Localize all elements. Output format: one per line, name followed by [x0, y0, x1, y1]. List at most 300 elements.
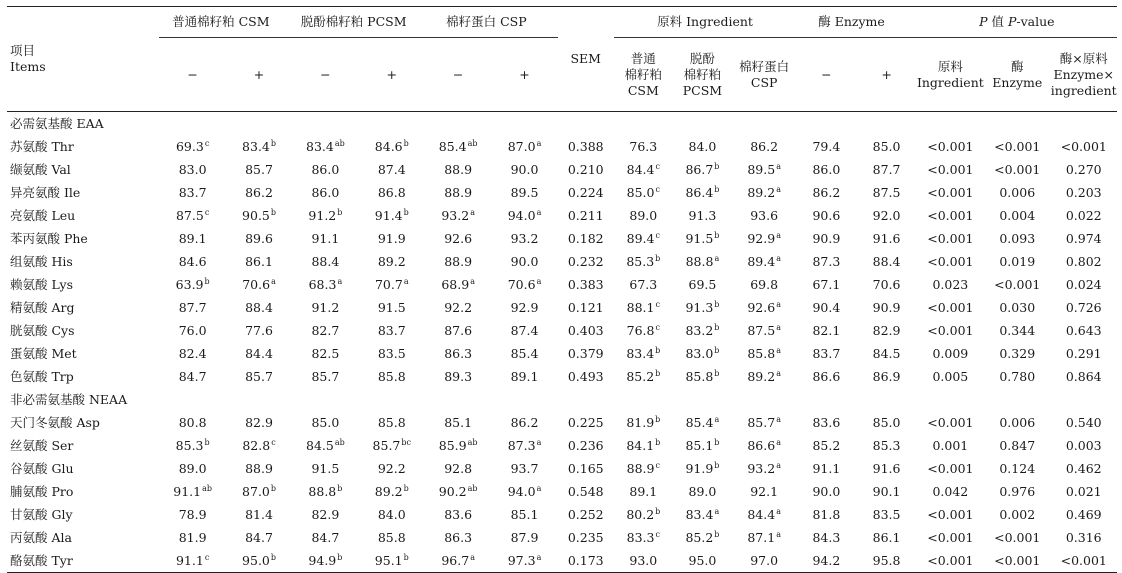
- significance-letter: b: [714, 299, 720, 309]
- cell-value: 85.2: [685, 529, 714, 545]
- table-cell: [614, 342, 673, 365]
- cell-value: 97.3: [507, 552, 536, 568]
- cell-value: 84.3: [812, 529, 841, 545]
- section-title: 非必需氨基酸 NEAA: [10, 391, 128, 407]
- cell-value: 63.9: [175, 276, 204, 292]
- table-cell: [984, 250, 1050, 273]
- table-cell: [673, 503, 732, 526]
- table-cell: [558, 457, 614, 480]
- row-label: 天门冬氨酸 Asp: [10, 414, 100, 430]
- table-cell: [292, 411, 358, 434]
- table-cell: [226, 549, 292, 573]
- cell-value: 0.021: [1065, 483, 1102, 499]
- cell-value: 0.006: [999, 184, 1036, 200]
- cell-value: 89.1: [629, 483, 658, 499]
- table-cell: [732, 250, 796, 273]
- cell-value: 90.5: [242, 207, 270, 223]
- table-row: [7, 526, 1117, 549]
- cell-value: 91.2: [308, 207, 337, 223]
- table-cell: [917, 480, 984, 503]
- significance-letter: c: [655, 230, 660, 240]
- cell-value: 0.643: [1065, 322, 1102, 338]
- cell-value: 83.3: [626, 529, 655, 545]
- cell-value: 82.8: [242, 437, 271, 453]
- significance-letter: ab: [334, 138, 345, 148]
- table-cell: [1050, 227, 1117, 250]
- cell-value: 91.3: [685, 299, 714, 315]
- table-cell: [491, 503, 557, 526]
- table-cell: [491, 181, 557, 204]
- significance-letter: a: [536, 207, 542, 217]
- significance-letter: a: [403, 276, 409, 286]
- items-label-en: Items: [10, 59, 46, 74]
- table-cell: [856, 457, 916, 480]
- cell-value: 86.2: [510, 414, 539, 430]
- table-cell: [226, 434, 292, 457]
- cell-value: 90.6: [812, 207, 841, 223]
- cell-value: 89.0: [688, 483, 717, 499]
- cell-value: 91.2: [311, 299, 340, 315]
- significance-letter: b: [714, 345, 720, 355]
- table-cell: [558, 181, 614, 204]
- significance-letter: b: [204, 437, 210, 447]
- cell-value: 0.225: [567, 414, 604, 430]
- table-cell: [159, 181, 225, 204]
- cell-value: 0.469: [1065, 506, 1102, 522]
- cell-value: 85.7: [245, 368, 273, 384]
- significance-letter: b: [714, 230, 720, 240]
- significance-letter: b: [204, 276, 210, 286]
- table-cell: [917, 526, 984, 549]
- cell-value: 84.7: [245, 529, 273, 545]
- table-cell: [614, 549, 673, 573]
- cell-value: <0.001: [927, 460, 974, 476]
- row-label: 异亮氨酸 Ile: [10, 184, 81, 200]
- table-cell: [732, 365, 796, 388]
- cell-value: 0.291: [1065, 345, 1102, 361]
- table-cell: [491, 411, 557, 434]
- table-cell: [226, 135, 292, 158]
- table-cell: [917, 250, 984, 273]
- table-cell: [1050, 204, 1117, 227]
- cell-value: 0.004: [999, 207, 1036, 223]
- cell-value: 0.780: [999, 368, 1036, 384]
- table-cell: [856, 319, 916, 342]
- table-cell: [292, 204, 358, 227]
- table-cell: [558, 526, 614, 549]
- cell-value: 91.5: [685, 230, 714, 246]
- significance-letter: b: [714, 184, 720, 194]
- table-row: [7, 181, 1117, 204]
- cell-value: 91.3: [688, 207, 717, 223]
- p-sub-enzyme: 酶 Enzyme: [992, 58, 1043, 90]
- cell-value: <0.001: [927, 506, 974, 522]
- pvalue-en: -value: [1016, 14, 1055, 29]
- cell-value: 0.211: [567, 207, 604, 223]
- table-cell: [491, 273, 557, 296]
- table-cell: [159, 204, 225, 227]
- cell-value: 0.210: [567, 161, 604, 177]
- table-cell: [292, 434, 358, 457]
- table-cell: [425, 411, 491, 434]
- table-cell: [917, 204, 984, 227]
- cell-value: 93.0: [629, 552, 658, 568]
- cell-value: 88.9: [444, 161, 473, 177]
- significance-letter: b: [714, 529, 720, 539]
- table-cell: [917, 319, 984, 342]
- table-cell: [292, 181, 358, 204]
- significance-letter: a: [776, 161, 781, 171]
- table-cell: [359, 434, 425, 457]
- cell-value: 93.2: [441, 207, 470, 223]
- significance-letter: b: [655, 368, 661, 378]
- cell-value: 76.3: [629, 138, 658, 154]
- significance-letter: b: [403, 207, 409, 217]
- table-cell: [917, 296, 984, 319]
- table-cell: [491, 204, 557, 227]
- row-label: 谷氨酸 Glu: [10, 460, 74, 476]
- cell-value: 80.2: [626, 506, 655, 522]
- cell-value: 0.344: [999, 322, 1036, 338]
- table-cell: [796, 457, 856, 480]
- cell-value: 0.403: [567, 322, 604, 338]
- table-cell: [558, 250, 614, 273]
- cell-value: <0.001: [1060, 138, 1107, 154]
- enzyme-minus: −: [821, 66, 832, 82]
- significance-letter: a: [776, 437, 781, 447]
- cell-value: 89.2: [377, 253, 406, 269]
- table-cell: [673, 273, 732, 296]
- cell-value: 89.3: [444, 368, 473, 384]
- cell-value: 70.7: [374, 276, 403, 292]
- table-cell: [558, 365, 614, 388]
- pvalue-italic2: P: [1007, 14, 1017, 29]
- cell-value: 89.2: [374, 483, 403, 499]
- cell-value: <0.001: [927, 207, 974, 223]
- table-cell: [984, 549, 1050, 573]
- cell-value: 0.329: [999, 345, 1036, 361]
- p-sub-ingredient: 原料 Ingredient: [916, 58, 984, 90]
- cell-value: 91.1: [311, 230, 340, 246]
- cell-value: 86.7: [685, 161, 714, 177]
- cell-value: 0.165: [567, 460, 604, 476]
- table-cell: [796, 135, 856, 158]
- cell-value: 88.9: [444, 184, 473, 200]
- significance-letter: a: [470, 276, 475, 286]
- cell-value: 85.0: [626, 184, 655, 200]
- table-cell: [856, 526, 916, 549]
- cell-value: 83.4: [685, 506, 714, 522]
- table-cell: [359, 457, 425, 480]
- table-cell: [558, 434, 614, 457]
- cell-value: 88.1: [626, 299, 655, 315]
- table-cell: [159, 457, 225, 480]
- significance-letter: a: [536, 552, 542, 562]
- cell-value: 0.802: [1065, 253, 1102, 269]
- cell-value: 0.022: [1065, 207, 1102, 223]
- table-row: [7, 296, 1117, 319]
- table-cell: [359, 227, 425, 250]
- significance-letter: a: [714, 253, 720, 263]
- table-cell: [614, 227, 673, 250]
- table-cell: [796, 296, 856, 319]
- table-cell: [796, 480, 856, 503]
- cell-value: 87.3: [812, 253, 841, 269]
- cell-value: 0.462: [1065, 460, 1102, 476]
- table-row: [7, 227, 1117, 250]
- table-cell: [856, 204, 916, 227]
- cell-value: 92.9: [747, 230, 776, 246]
- cell-value: 85.9: [438, 437, 467, 453]
- table-cell: [917, 135, 984, 158]
- table-cell: [558, 480, 614, 503]
- cell-value: <0.001: [994, 276, 1041, 292]
- row-label: 脯氨酸 Pro: [10, 483, 74, 499]
- significance-letter: a: [776, 414, 781, 424]
- table-cell: [856, 273, 916, 296]
- cell-value: 85.3: [626, 253, 655, 269]
- cell-value: 84.6: [374, 138, 403, 154]
- cell-value: 88.4: [311, 253, 340, 269]
- table-cell: [359, 296, 425, 319]
- cell-value: 90.1: [872, 483, 901, 499]
- row-label: 苯丙氨酸 Phe: [10, 230, 88, 246]
- table-cell: [491, 365, 557, 388]
- table-cell: [226, 250, 292, 273]
- cell-value: 94.0: [507, 483, 536, 499]
- significance-letter: a: [337, 276, 343, 286]
- cell-value: 85.0: [872, 138, 901, 154]
- significance-letter: a: [271, 276, 276, 286]
- cell-value: 70.6: [507, 276, 536, 292]
- table-cell: [425, 296, 491, 319]
- significance-letter: a: [714, 414, 720, 424]
- table-cell: [359, 135, 425, 158]
- table-cell: [673, 342, 732, 365]
- table-cell: [856, 296, 916, 319]
- significance-letter: a: [536, 276, 542, 286]
- cell-value: 92.2: [377, 460, 406, 476]
- cell-value: 0.042: [932, 483, 969, 499]
- group-csp: 棉籽蛋白 CSP: [425, 7, 558, 38]
- table-cell: [614, 411, 673, 434]
- cell-value: 83.6: [444, 506, 473, 522]
- table-cell: [292, 158, 358, 181]
- table-cell: [796, 342, 856, 365]
- table-cell: [159, 158, 225, 181]
- cell-value: 87.7: [178, 299, 207, 315]
- table-row: [7, 250, 1117, 273]
- table-cell: [159, 319, 225, 342]
- cell-value: 82.9: [311, 506, 340, 522]
- table-cell: [856, 411, 916, 434]
- table-cell: [796, 434, 856, 457]
- row-label: 甘氨酸 Gly: [10, 506, 73, 522]
- table-cell: [856, 135, 916, 158]
- table-cell: [673, 204, 732, 227]
- table-row: [7, 158, 1117, 181]
- significance-letter: b: [655, 253, 661, 263]
- table-cell: [796, 158, 856, 181]
- cell-value: 91.4: [374, 207, 403, 223]
- table-cell: [856, 434, 916, 457]
- table-cell: [917, 227, 984, 250]
- table-cell: [359, 342, 425, 365]
- group-pcsm: 脱酚棉籽粕 PCSM: [292, 7, 425, 38]
- cell-value: <0.001: [927, 161, 974, 177]
- cell-value: 85.4: [685, 414, 714, 430]
- enzyme-group-header: 酶 Enzyme: [796, 7, 916, 38]
- table-cell: [292, 342, 358, 365]
- table-cell: [614, 158, 673, 181]
- table-cell: [796, 365, 856, 388]
- cell-value: <0.001: [994, 161, 1041, 177]
- cell-value: 92.6: [747, 299, 776, 315]
- csm-minus: −: [187, 66, 198, 82]
- cell-value: 88.8: [685, 253, 714, 269]
- cell-value: 88.4: [872, 253, 901, 269]
- table-cell: [359, 526, 425, 549]
- cell-value: 85.8: [377, 529, 406, 545]
- significance-letter: a: [776, 368, 781, 378]
- row-label: 酪氨酸 Tyr: [10, 552, 73, 568]
- table-cell: [1050, 273, 1117, 296]
- cell-value: 87.5: [747, 322, 776, 338]
- table-cell: [614, 480, 673, 503]
- cell-value: 83.0: [178, 161, 207, 177]
- significance-letter: a: [776, 184, 781, 194]
- table-cell: [796, 204, 856, 227]
- ingredient-group-header: 原料 Ingredient: [614, 7, 797, 38]
- cell-value: <0.001: [927, 253, 974, 269]
- table-cell: [614, 296, 673, 319]
- table-cell: [673, 250, 732, 273]
- cell-value: 69.3: [175, 138, 204, 154]
- cell-value: 70.6: [872, 276, 901, 292]
- cell-value: 85.0: [311, 414, 340, 430]
- table-cell: [984, 342, 1050, 365]
- significance-letter: b: [655, 437, 661, 447]
- cell-value: 76.8: [626, 322, 655, 338]
- cell-value: 68.3: [308, 276, 337, 292]
- table-cell: [425, 227, 491, 250]
- table-cell: [491, 549, 557, 573]
- table-cell: [614, 503, 673, 526]
- cell-value: 0.023: [932, 276, 969, 292]
- table-cell: [732, 158, 796, 181]
- cell-value: 83.5: [872, 506, 901, 522]
- cell-value: 67.1: [812, 276, 841, 292]
- table-cell: [425, 365, 491, 388]
- cell-value: 89.2: [747, 368, 776, 384]
- cell-value: 90.9: [812, 230, 841, 246]
- cell-value: 90.0: [510, 253, 539, 269]
- p-sub-interaction: 酶×原料 Enzyme× ingredient: [1050, 50, 1117, 98]
- cell-value: 82.1: [812, 322, 841, 338]
- row-label: 亮氨酸 Leu: [10, 207, 76, 223]
- table-cell: [984, 135, 1050, 158]
- cell-value: 0.493: [567, 368, 604, 384]
- cell-value: 95.8: [872, 552, 901, 568]
- cell-value: 89.2: [747, 184, 776, 200]
- table-cell: [984, 319, 1050, 342]
- table-cell: [673, 227, 732, 250]
- significance-letter: b: [337, 207, 343, 217]
- table-cell: [491, 227, 557, 250]
- significance-letter: a: [714, 506, 720, 516]
- table-cell: [159, 273, 225, 296]
- cell-value: 85.7: [311, 368, 340, 384]
- significance-letter: a: [776, 345, 781, 355]
- table-cell: [796, 549, 856, 573]
- table-cell: [673, 411, 732, 434]
- cell-value: 85.8: [685, 368, 714, 384]
- table-cell: [917, 411, 984, 434]
- table-cell: [614, 526, 673, 549]
- significance-letter: b: [714, 161, 720, 171]
- table-cell: [796, 250, 856, 273]
- pcsm-plus: +: [386, 66, 398, 82]
- cell-value: 68.9: [441, 276, 470, 292]
- table-cell: [917, 457, 984, 480]
- table-cell: [614, 181, 673, 204]
- cell-value: 67.3: [629, 276, 658, 292]
- cell-value: 85.7: [747, 414, 776, 430]
- cell-value: 84.4: [245, 345, 273, 361]
- cell-value: <0.001: [927, 184, 974, 200]
- table-cell: [425, 204, 491, 227]
- table-cell: [491, 296, 557, 319]
- table-cell: [1050, 319, 1117, 342]
- table-cell: [1050, 342, 1117, 365]
- table-cell: [425, 434, 491, 457]
- table-cell: [159, 342, 225, 365]
- cell-value: 88.8: [308, 483, 337, 499]
- table-cell: [917, 273, 984, 296]
- cell-value: 82.5: [311, 345, 340, 361]
- cell-value: 85.3: [872, 437, 901, 453]
- row-label: 丙氨酸 Ala: [10, 529, 72, 545]
- significance-letter: b: [270, 552, 277, 562]
- cell-value: 87.0: [507, 138, 536, 154]
- table-cell: [226, 181, 292, 204]
- table-cell: [558, 296, 614, 319]
- significance-letter: c: [204, 552, 210, 562]
- cell-value: 0.173: [567, 552, 604, 568]
- cell-value: 0.121: [567, 299, 604, 315]
- cell-value: 81.8: [812, 506, 841, 522]
- table-cell: [673, 158, 732, 181]
- cell-value: 0.030: [999, 299, 1036, 315]
- significance-letter: a: [776, 529, 781, 539]
- cell-value: 0.006: [999, 414, 1036, 430]
- table-cell: [292, 457, 358, 480]
- cell-value: 91.5: [377, 299, 406, 315]
- table-cell: [159, 250, 225, 273]
- table-cell: [1050, 365, 1117, 388]
- table-cell: [1050, 135, 1117, 158]
- cell-value: 86.2: [812, 184, 841, 200]
- cell-value: 85.4: [438, 138, 467, 154]
- table-cell: [796, 411, 856, 434]
- table-cell: [491, 480, 557, 503]
- cell-value: 84.4: [626, 161, 655, 177]
- cell-value: 0.003: [1065, 437, 1102, 453]
- cell-value: 85.7: [245, 161, 273, 177]
- cell-value: 91.6: [872, 460, 901, 476]
- significance-letter: b: [655, 506, 661, 516]
- cell-value: 0.383: [567, 276, 604, 292]
